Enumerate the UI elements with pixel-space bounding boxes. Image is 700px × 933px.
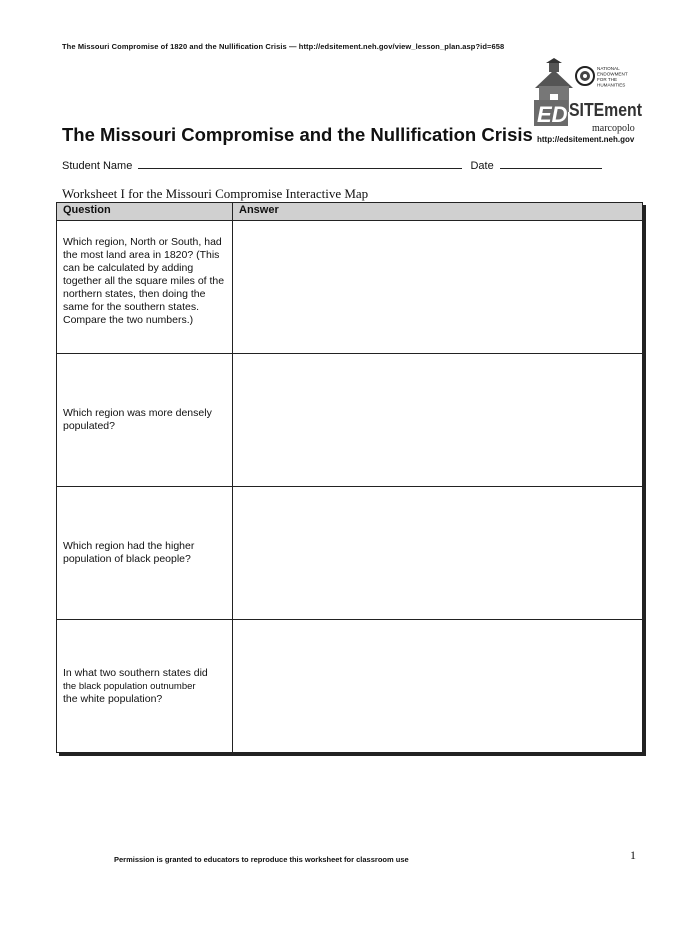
- answer-cell[interactable]: [233, 487, 643, 620]
- svg-text:ENDOWMENT: ENDOWMENT: [597, 71, 628, 77]
- svg-text:HUMANITIES: HUMANITIES: [597, 82, 626, 88]
- question-line: In what two southern states did: [63, 666, 208, 679]
- table-row: [57, 620, 643, 753]
- answer-cell[interactable]: [233, 221, 643, 354]
- table-row: [57, 221, 643, 354]
- worksheet-table: [56, 202, 643, 753]
- svg-text:NATIONAL: NATIONAL: [597, 66, 620, 71]
- permission-notice: Permission is granted to educators to reproduce this worksheet for classroom use: [114, 855, 409, 864]
- table-row: [57, 354, 643, 487]
- question-text: [63, 620, 226, 752]
- question-cell: [57, 620, 233, 753]
- table-header-row: [57, 203, 643, 221]
- question-text: Which region was more densely populated?: [63, 407, 212, 432]
- student-name-label: Student Name: [62, 160, 133, 172]
- question-text: Which region, North or South, had the most land area in 1820? (This can be calculated by adding together all the square miles of the northern states, then doing the same for the southern states. Compare the two numbers.): [63, 236, 225, 326]
- column-header-question: Question: [57, 203, 233, 221]
- page-number: 1: [630, 848, 636, 862]
- date-line: [500, 159, 602, 169]
- svg-text:ED: ED: [537, 102, 568, 127]
- date-label: Date: [470, 160, 494, 172]
- answer-cell[interactable]: [233, 620, 643, 753]
- answer-cell[interactable]: [233, 354, 643, 487]
- edsitement-logo: [532, 58, 644, 146]
- question-cell: [57, 354, 233, 487]
- worksheet-title: Worksheet I for the Missouri Compromise Interactive Map: [62, 186, 369, 201]
- question-line: the white population?: [63, 692, 163, 705]
- logo-url: http://edsitement.neh.gov: [537, 135, 635, 144]
- page-title: The Missouri Compromise and the Nullification Crisis: [62, 124, 533, 145]
- column-header-answer: Answer: [233, 203, 643, 221]
- svg-text:SITEment: SITEment: [569, 100, 643, 120]
- student-name-line: [138, 159, 462, 169]
- question-line: the black population outnumber: [63, 680, 196, 692]
- student-info-row: [62, 159, 602, 172]
- running-header: The Missouri Compromise of 1820 and the Nullification Crisis — http://edsitement.neh.gov/view_lesson_plan.asp?id=658: [62, 42, 505, 51]
- svg-text:FOR THE: FOR THE: [597, 77, 618, 82]
- question-cell: [57, 487, 233, 620]
- neh-seal-icon: [576, 67, 594, 85]
- svg-text:marcopolo: marcopolo: [592, 123, 635, 134]
- question-text: Which region had the higher population of black people?: [63, 540, 195, 565]
- table-row: [57, 487, 643, 620]
- question-cell: [57, 221, 233, 354]
